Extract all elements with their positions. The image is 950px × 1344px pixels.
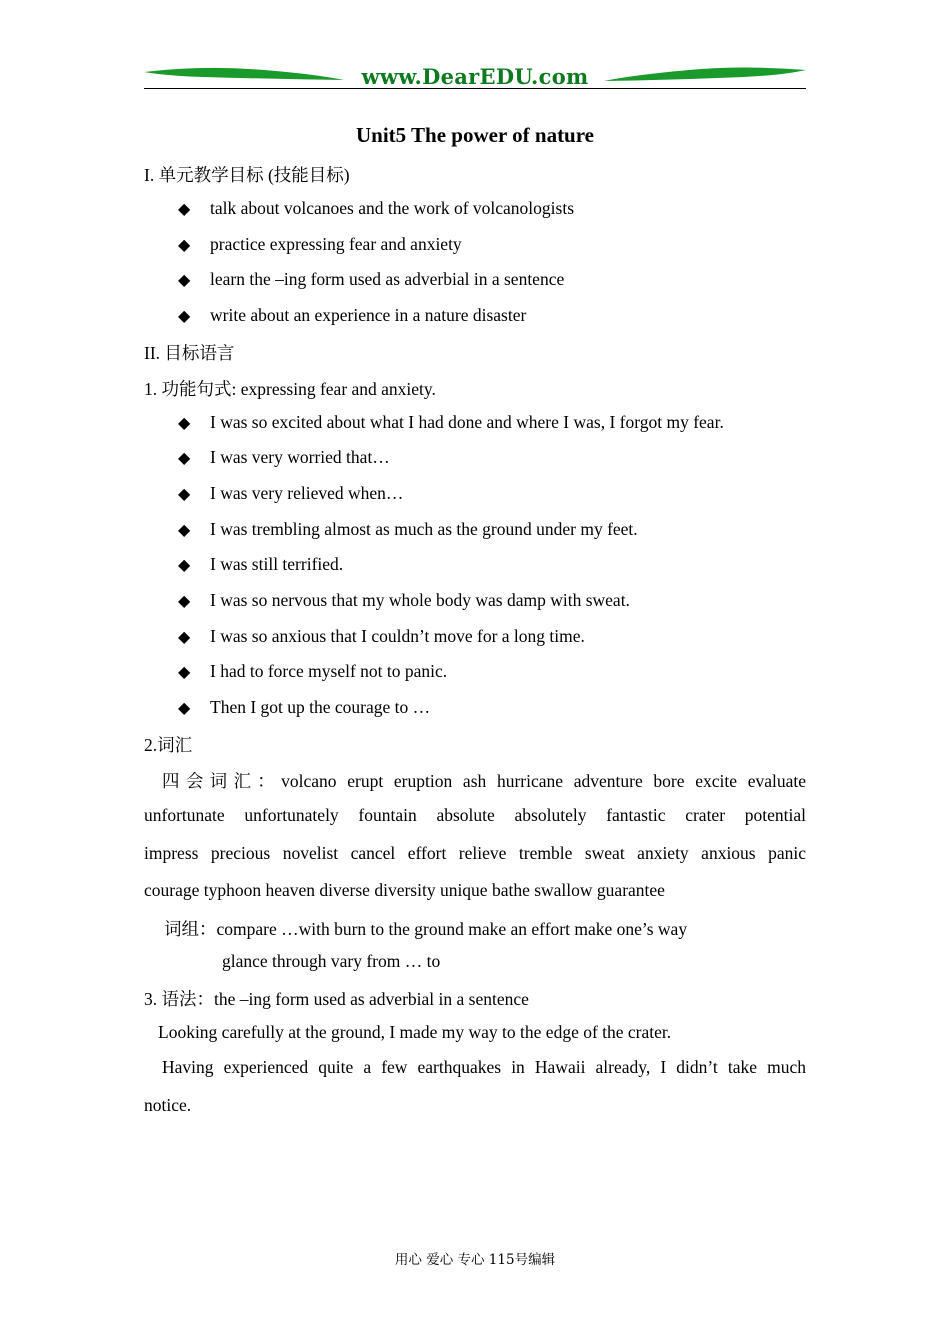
- vocabulary-line: unfortunate unfortunately fountain absolute absolutely fantastic crater potential: [144, 805, 806, 825]
- diamond-bullet-icon: ◆: [178, 629, 191, 646]
- phrases-line: 词组：compare …with burn to the ground make an effort make one’s way: [164, 919, 688, 939]
- section-heading-target-language: II. 目标语言: [144, 343, 235, 363]
- document-title: Unit5 The power of nature: [355, 123, 594, 147]
- list-item: ◆ I had to force myself not to panic.: [178, 661, 448, 681]
- list-item: ◆ I was very relieved when…: [178, 483, 404, 503]
- list-item: ◆ I was so nervous that my whole body was damp with sweat.: [178, 590, 630, 610]
- site-logo[interactable]: www.DearEDU.com: [361, 64, 589, 89]
- grammar-example: Having experienced quite a few earthquakes in Hawaii already, I didn’t take much: [162, 1057, 806, 1077]
- diamond-bullet-icon: ◆: [178, 201, 191, 218]
- header-divider: [144, 88, 806, 89]
- diamond-bullet-icon: ◆: [178, 237, 191, 254]
- list-item: ◆ learn the –ing form used as adverbial in a sentence: [178, 269, 565, 289]
- diamond-bullet-icon: ◆: [178, 557, 191, 574]
- list-item: ◆ write about an experience in a nature disaster: [178, 305, 527, 325]
- diamond-bullet-icon: ◆: [178, 450, 191, 467]
- vocabulary-line: impress precious novelist cancel effort relieve tremble sweat anxiety anxious panic: [144, 843, 806, 863]
- subsection-heading-functional: 1. 功能句式: expressing fear and anxiety.: [144, 379, 436, 399]
- section-heading-goals: I. 单元教学目标 (技能目标): [144, 165, 350, 185]
- diamond-bullet-icon: ◆: [178, 593, 191, 610]
- list-item: ◆ I was very worried that…: [178, 447, 390, 467]
- list-item: ◆ talk about volcanoes and the work of volcanologists: [178, 198, 575, 218]
- list-item: ◆ practice expressing fear and anxiety: [178, 234, 462, 254]
- list-item: ◆ I was so excited about what I had done and where I was, I forgot my fear.: [178, 412, 724, 432]
- diamond-bullet-icon: ◆: [178, 272, 191, 289]
- diamond-bullet-icon: ◆: [178, 415, 191, 432]
- list-item: ◆ I was still terrified.: [178, 554, 344, 574]
- subsection-heading-grammar: 3. 语法：the –ing form used as adverbial in a sentence: [144, 989, 529, 1009]
- diamond-bullet-icon: ◆: [178, 522, 191, 539]
- list-item: ◆ I was trembling almost as much as the ground under my feet.: [178, 519, 638, 539]
- subsection-heading-vocabulary: 2.词汇: [144, 735, 193, 755]
- grammar-example-continued: notice.: [144, 1095, 192, 1115]
- vocabulary-line: 四会词汇：volcano erupt eruption ash hurricane adventure bore excite evaluate: [162, 771, 806, 791]
- vocabulary-line: courage typhoon heaven diverse diversity unique bathe swallow guarantee: [144, 880, 665, 900]
- list-item: ◆ I was so anxious that I couldn’t move for a long time.: [178, 626, 585, 646]
- diamond-bullet-icon: ◆: [178, 486, 191, 503]
- page-footer: 用心 爱心 专心 115号编辑: [394, 1252, 556, 1268]
- diamond-bullet-icon: ◆: [178, 664, 191, 681]
- grammar-example: Looking carefully at the ground, I made my way to the edge of the crater.: [158, 1022, 672, 1042]
- list-item: ◆ Then I got up the courage to …: [178, 697, 431, 717]
- diamond-bullet-icon: ◆: [178, 700, 191, 717]
- diamond-bullet-icon: ◆: [178, 308, 191, 325]
- phrases-line: glance through vary from … to: [222, 951, 441, 971]
